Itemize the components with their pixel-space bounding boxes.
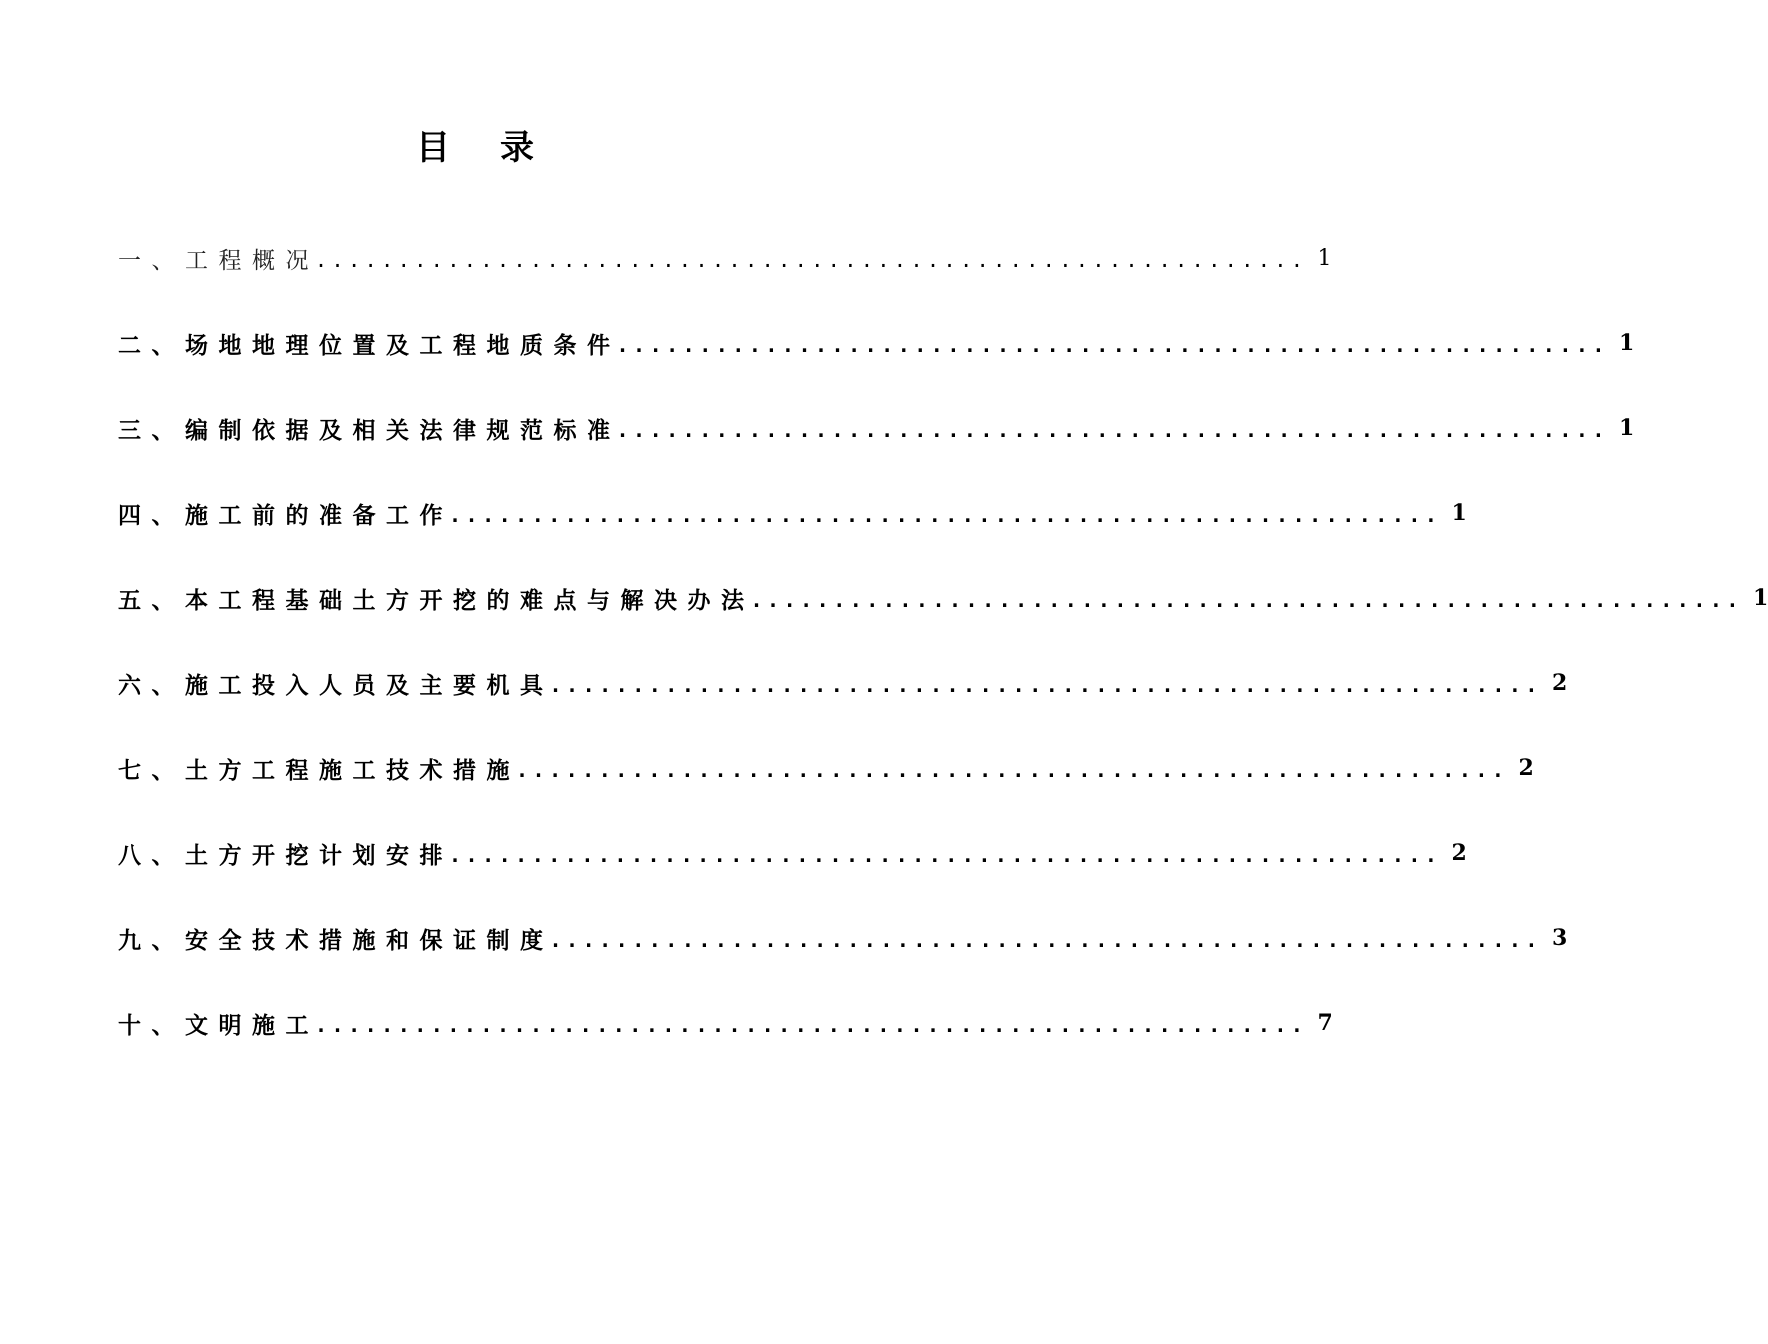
toc-leader-dots: ............................................................ xyxy=(315,248,1308,272)
toc-leader-dots: ............................................................ xyxy=(315,1013,1308,1037)
toc-page-number: 2 xyxy=(1451,840,1467,866)
toc-leader-dots: ............................................................ xyxy=(750,588,1743,612)
toc-entry-7[interactable] xyxy=(118,748,1534,788)
toc-leader-dots: ............................................................ xyxy=(549,673,1542,697)
toc-entry-5[interactable] xyxy=(118,578,1768,618)
toc-entry-6[interactable] xyxy=(118,663,1568,703)
page-title xyxy=(0,120,950,169)
toc-entry-label: 五、本工程基础土方开挖的难点与解决办法 xyxy=(118,587,755,614)
toc-entry-label: 一、工程概况 xyxy=(118,247,319,274)
toc-entry-1[interactable] xyxy=(118,238,1332,278)
toc-entry-3[interactable] xyxy=(118,408,1635,448)
toc-page-number: 3 xyxy=(1551,925,1568,951)
toc-leader-dots: ............................................................ xyxy=(616,418,1609,442)
toc-entry-label: 三、编制依据及相关法律规范标准 xyxy=(118,417,621,444)
toc-leader-dots: ............................................................ xyxy=(616,333,1609,357)
toc-entry-10[interactable] xyxy=(118,1003,1333,1043)
toc-entry-9[interactable] xyxy=(118,918,1568,958)
toc-leader-dots: ............................................................ xyxy=(516,758,1509,782)
toc-entry-4[interactable] xyxy=(118,493,1467,533)
toc-entry-label: 六、施工投入人员及主要机具 xyxy=(118,672,554,699)
toc-entry-2[interactable] xyxy=(118,323,1635,363)
toc-entry-label: 十、文明施工 xyxy=(118,1012,319,1039)
toc-page-number: 2 xyxy=(1518,755,1534,781)
toc-page-number: 1 xyxy=(1451,500,1467,526)
toc-page-number: 1 xyxy=(1618,415,1635,441)
toc-page-number: 1 xyxy=(1317,245,1332,271)
toc-entry-8[interactable] xyxy=(118,833,1467,873)
toc-leader-dots: ............................................................ xyxy=(449,843,1442,867)
toc-entry-label: 八、土方开挖计划安排 xyxy=(118,842,453,869)
title-char-1: 目 xyxy=(416,128,450,168)
toc-page-number: 1 xyxy=(1752,585,1768,611)
toc-entry-label: 七、土方工程施工技术措施 xyxy=(118,757,520,784)
title-char-2: 录 xyxy=(500,128,534,168)
toc-entry-label: 四、施工前的准备工作 xyxy=(118,502,453,529)
toc-page-number: 2 xyxy=(1551,670,1568,696)
toc-entry-label: 二、场地地理位置及工程地质条件 xyxy=(118,332,621,359)
toc-page-number: 1 xyxy=(1618,330,1635,356)
toc-entry-label: 九、安全技术措施和保证制度 xyxy=(118,927,554,954)
toc-leader-dots: ............................................................ xyxy=(549,928,1542,952)
toc-page-number: 7 xyxy=(1317,1010,1333,1036)
toc-leader-dots: ............................................................ xyxy=(449,503,1442,527)
